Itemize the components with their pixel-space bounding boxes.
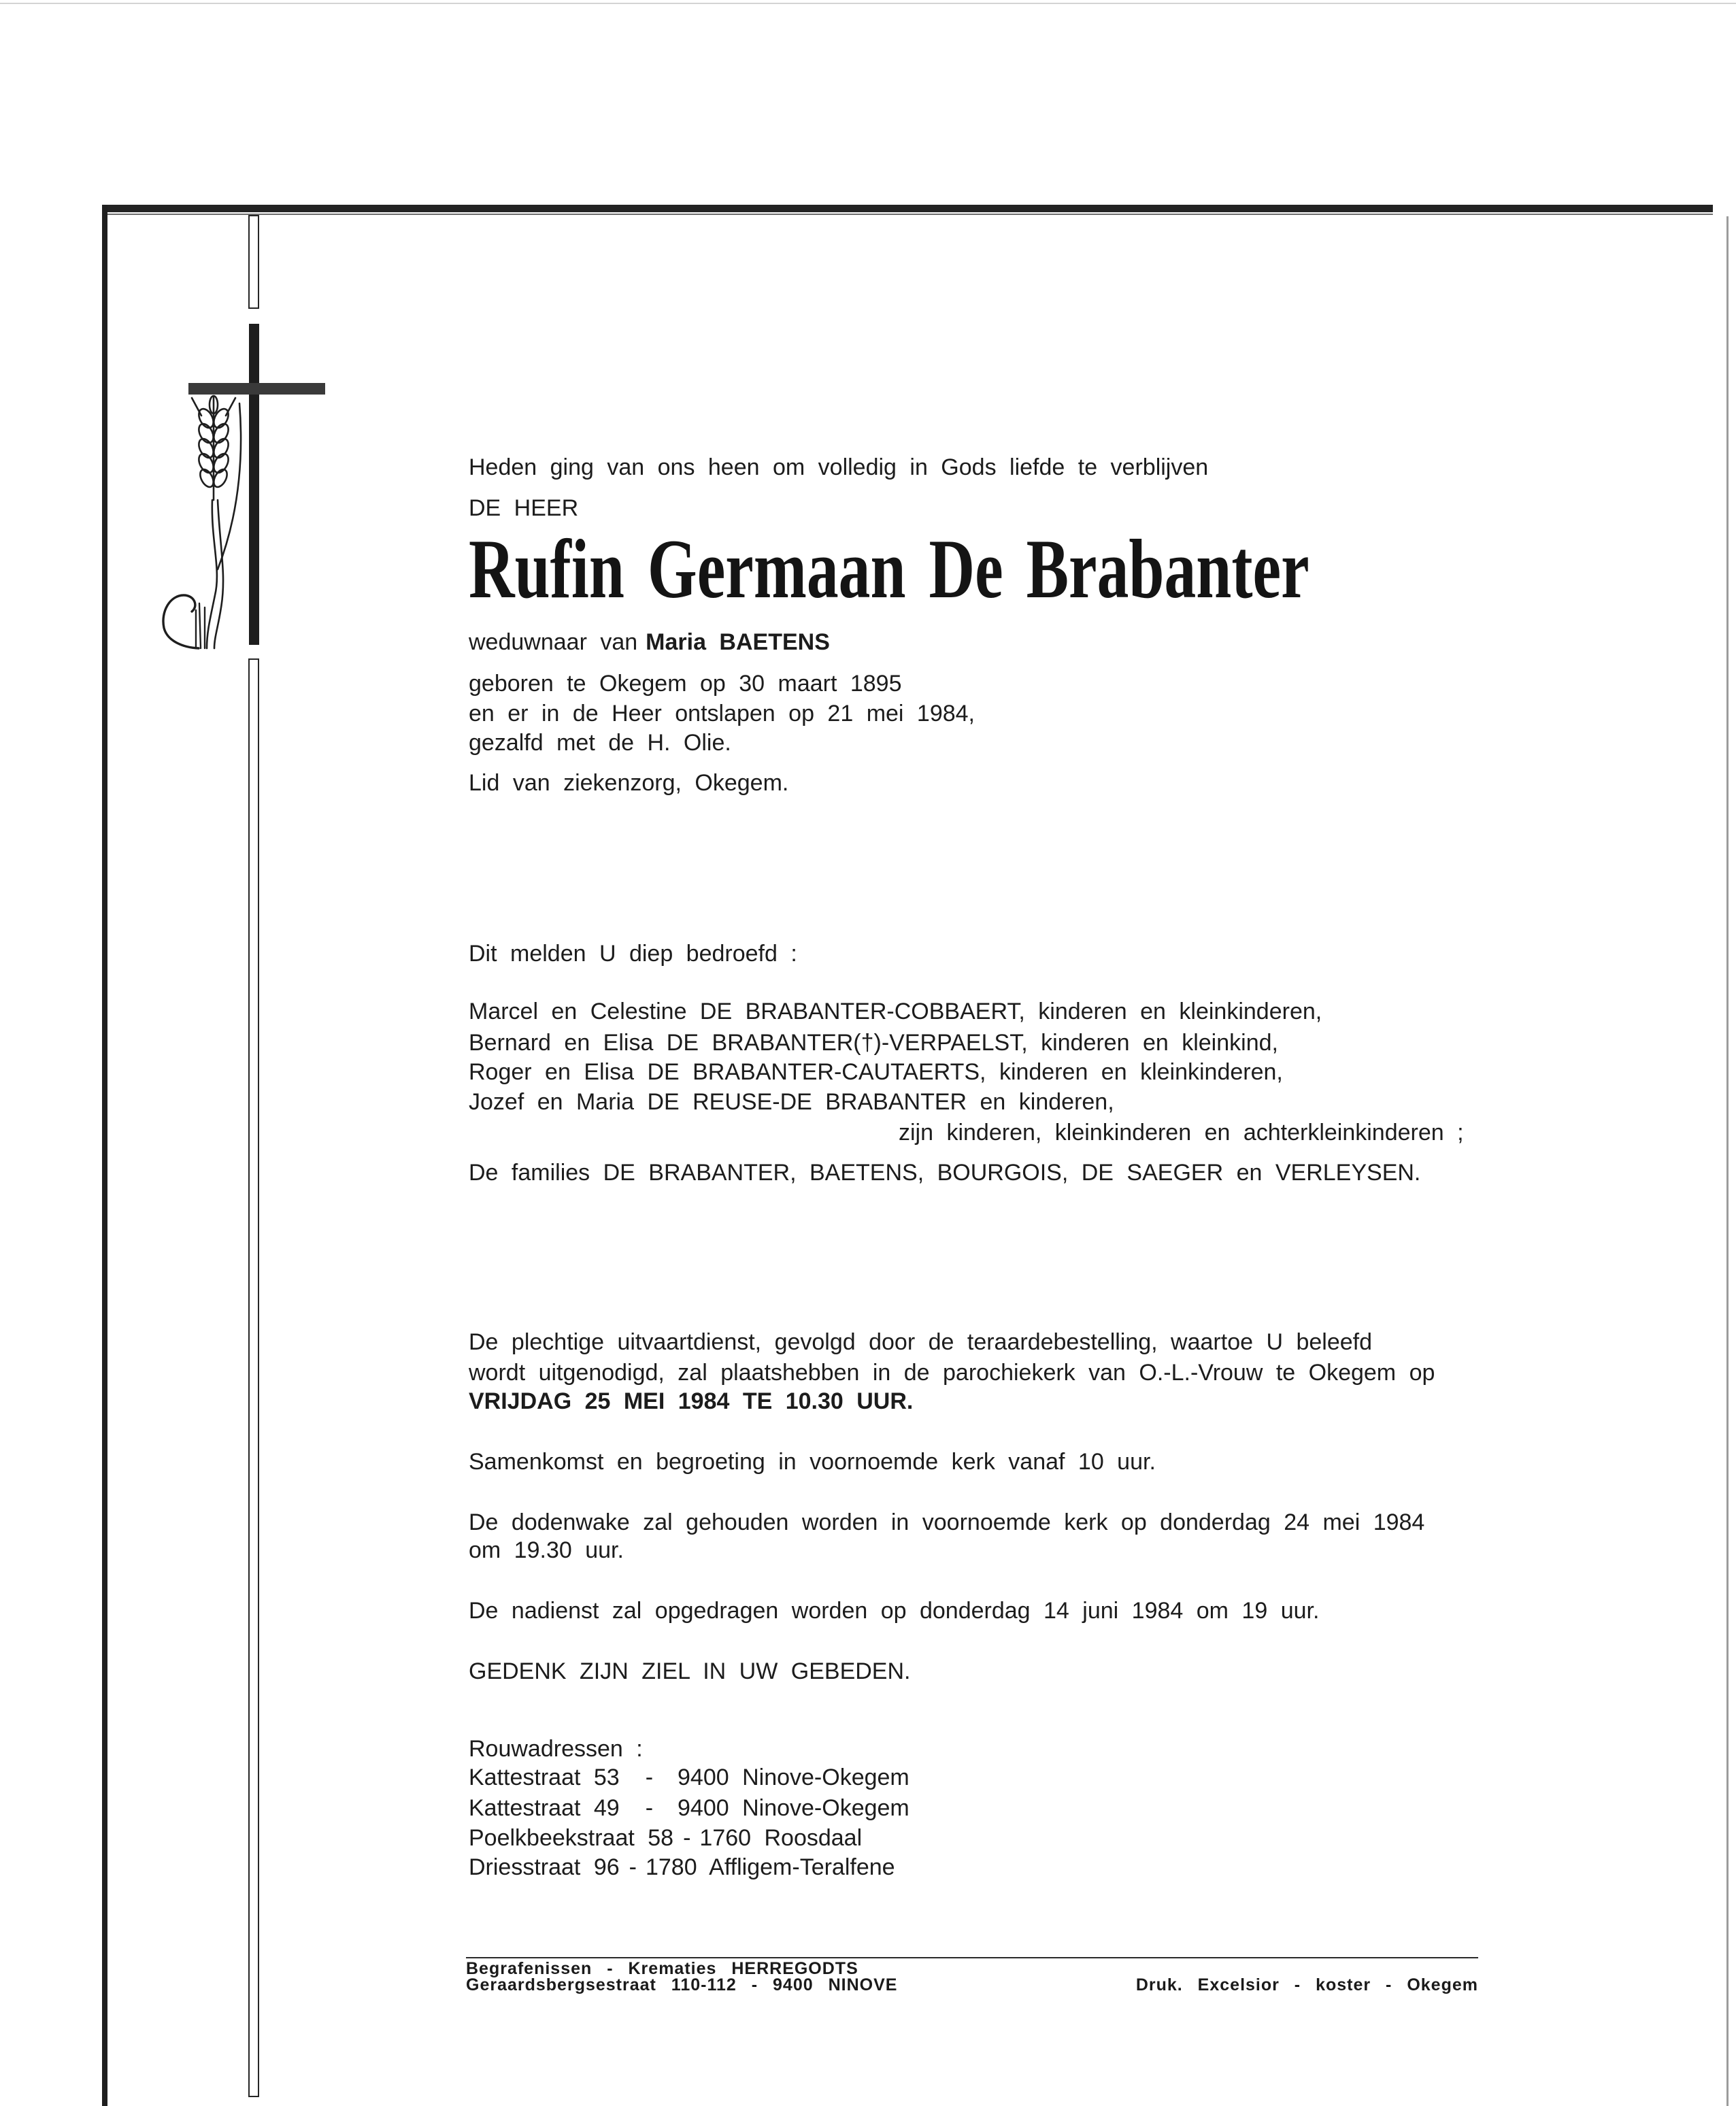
address-city: 9400 Ninove-Okegem [678, 1765, 909, 1790]
prayer-line: GEDENK ZIJN ZIEL IN UW GEBEDEN. [469, 1658, 911, 1684]
scan-edge [0, 3, 1736, 4]
address-street: Kattestraat 53 [469, 1765, 620, 1790]
address-street: Kattestraat 49 [469, 1795, 620, 1821]
address-city: 1780 Affligem-Teralfene [645, 1854, 895, 1880]
address-city: 1760 Roosdaal [699, 1825, 863, 1851]
family-line: Marcel en Celestine DE BRABANTER-COBBAERT, kinderen en kleinkinderen, [469, 999, 1322, 1024]
undertaker-address: Geraardsbergsestraat 110-112 - 9400 NINOVE [466, 1975, 898, 1994]
address-street: Poelkbeekstraat 58 [469, 1825, 674, 1851]
cross-lower-segment [248, 658, 259, 2097]
address-row [469, 1762, 909, 1792]
address-separator: - [645, 1795, 654, 1821]
family-line: Jozef en Maria DE REUSE-DE BRABANTER en kinderen, [469, 1089, 1114, 1115]
intro-line: Heden ging van ons heen om volledig in Gods liefde te verblijven [469, 454, 1209, 480]
top-rule-thin [102, 214, 1713, 215]
service-line: wordt uitgenodigd, zal plaatshebben in de parochiekerk van O.-L.-Vrouw te Okegem op [469, 1360, 1435, 1386]
widower-prefix: weduwnaar van [469, 629, 638, 655]
top-rule [102, 205, 1713, 212]
right-edge [1726, 216, 1729, 2106]
wake-line: om 19.30 uur. [469, 1537, 624, 1563]
family-line: Roger en Elisa DE BRABANTER-CAUTAERTS, kinderen en kleinkinderen, [469, 1059, 1283, 1085]
spouse-name: Maria BAETENS [646, 629, 830, 655]
membership-line: Lid van ziekenzorg, Okegem. [469, 770, 789, 796]
address-separator: - [645, 1765, 654, 1790]
service-datetime: VRIJDAG 25 MEI 1984 TE 10.30 UUR. [469, 1388, 914, 1414]
wheat-icon [156, 391, 252, 650]
death-line: en er in de Heer ontslapen op 21 mei 1984, [469, 701, 975, 726]
related-families: De families DE BRABANTER, BAETENS, BOURGOIS, DE SAEGER en VERLEYSEN. [469, 1160, 1421, 1186]
address-row [469, 1793, 909, 1823]
address-city: 9400 Ninove-Okegem [678, 1795, 909, 1821]
addresses-heading: Rouwadressen : [469, 1736, 643, 1762]
footer-rule [466, 1957, 1478, 1958]
address-separator: - [629, 1854, 637, 1880]
family-line: Bernard en Elisa DE BRABANTER(†)-VERPAELST, kinderen en kleinkind, [469, 1030, 1278, 1056]
anointing-line: gezalfd met de H. Olie. [469, 730, 731, 756]
gathering-line: Samenkomst en begroeting in voornoemde kerk vanaf 10 uur. [469, 1449, 1156, 1475]
cross-upper-segment [248, 215, 259, 309]
undertaker-name: Begrafenissen - Krematies HERREGODTS [466, 1959, 858, 1978]
printer-credit: Druk. Excelsior - koster - Okegem [1135, 1975, 1478, 1994]
birth-line: geboren te Okegem op 30 maart 1895 [469, 671, 902, 697]
address-separator: - [683, 1825, 691, 1851]
service-line: De plechtige uitvaartdienst, gevolgd door de teraardebestelling, waartoe U beleefd [469, 1329, 1373, 1355]
descendants-summary: zijn kinderen, kleinkinderen en achterkleinkinderen ; [899, 1120, 1464, 1146]
address-street: Driesstraat 96 [469, 1854, 620, 1880]
mourners-intro: Dit melden U diep bedroefd : [469, 941, 797, 967]
wake-line: De dodenwake zal gehouden worden in voornoemde kerk op donderdag 24 mei 1984 [469, 1509, 1425, 1535]
left-border [102, 205, 107, 2106]
honorific: DE HEER [469, 495, 579, 521]
widower-line [469, 627, 830, 657]
memorial-service-line: De nadienst zal opgedragen worden op donderdag 14 juni 1984 om 19 uur. [469, 1598, 1320, 1624]
wheat-curl [163, 595, 205, 648]
address-row [469, 1852, 895, 1882]
wheat-ear [192, 396, 235, 500]
address-row [469, 1823, 862, 1853]
deceased-name: Rufin Germaan De Brabanter [469, 522, 1309, 616]
